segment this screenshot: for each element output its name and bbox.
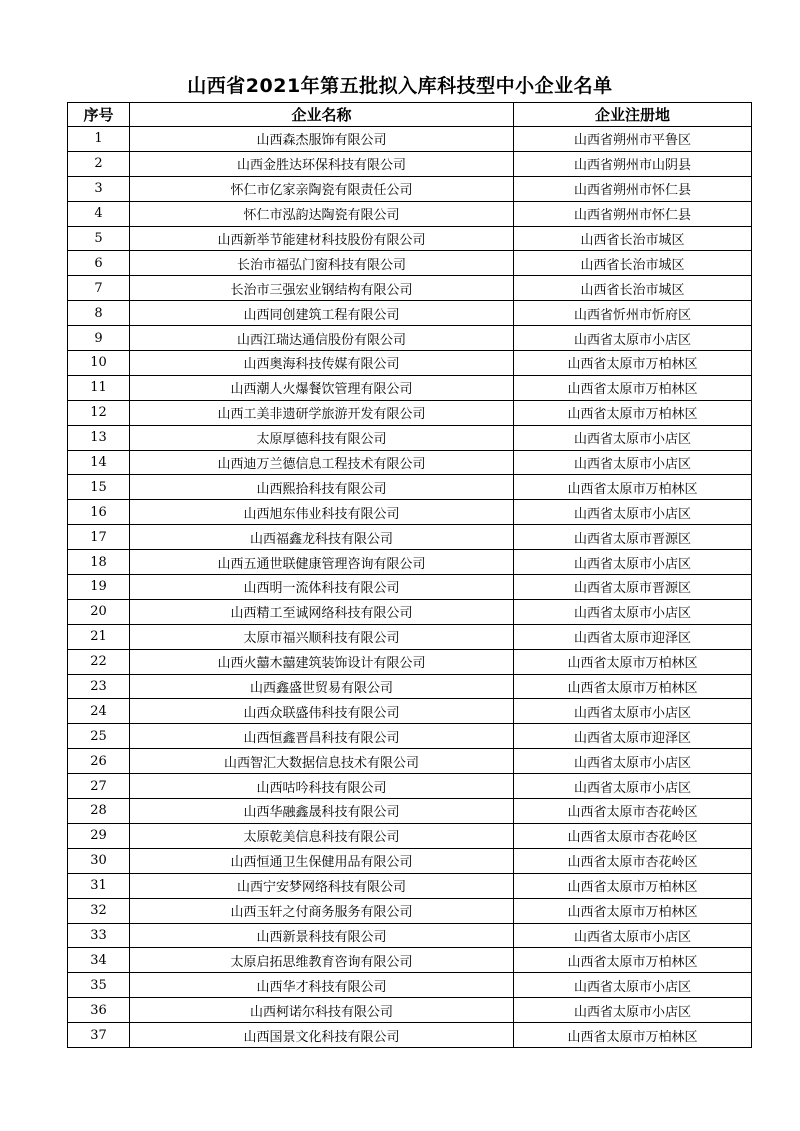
- table-row: [68, 774, 752, 799]
- row-location-cell: 山西省太原市小店区: [514, 425, 752, 450]
- row-seq-cell: 18: [68, 550, 130, 575]
- row-location-cell: 山西省太原市万柏林区: [514, 649, 752, 674]
- table-row: [68, 799, 752, 824]
- row-location-cell: 山西省太原市万柏林区: [514, 351, 752, 376]
- row-seq-cell: 19: [68, 575, 130, 600]
- row-seq-cell: 5: [68, 226, 130, 251]
- row-location-cell: 山西省朔州市山阴县: [514, 151, 752, 176]
- row-location-cell: 山西省朔州市平鲁区: [514, 127, 752, 152]
- table-row: [68, 823, 752, 848]
- row-seq-cell: 33: [68, 923, 130, 948]
- row-name-cell: 山西众联盛伟科技有限公司: [130, 699, 514, 724]
- table-row: [68, 127, 752, 152]
- row-location-cell: 山西省太原市万柏林区: [514, 375, 752, 400]
- row-name-cell: 山西熙拾科技有限公司: [130, 475, 514, 500]
- row-seq-cell: 11: [68, 375, 130, 400]
- table-row: [68, 1023, 752, 1048]
- table-row: [68, 201, 752, 226]
- row-seq-cell: 17: [68, 525, 130, 550]
- row-seq-cell: 4: [68, 201, 130, 226]
- row-name-cell: 山西咕吟科技有限公司: [130, 774, 514, 799]
- table-row: [68, 649, 752, 674]
- row-name-cell: 山西奥海科技传媒有限公司: [130, 351, 514, 376]
- row-seq-cell: 31: [68, 873, 130, 898]
- table-row: [68, 276, 752, 301]
- row-seq-cell: 25: [68, 724, 130, 749]
- row-name-cell: 山西恒鑫晋昌科技有限公司: [130, 724, 514, 749]
- row-location-cell: 山西省太原市晋源区: [514, 525, 752, 550]
- row-location-cell: 山西省太原市小店区: [514, 998, 752, 1023]
- table-row: [68, 848, 752, 873]
- row-name-cell: 山西金胜达环保科技有限公司: [130, 151, 514, 176]
- table-row: [68, 500, 752, 525]
- row-seq-cell: 35: [68, 973, 130, 998]
- row-location-cell: 山西省太原市小店区: [514, 923, 752, 948]
- row-name-cell: 山西旭东伟业科技有限公司: [130, 500, 514, 525]
- row-seq-cell: 20: [68, 599, 130, 624]
- table-row: [68, 550, 752, 575]
- row-location-cell: 山西省太原市万柏林区: [514, 475, 752, 500]
- row-location-cell: 山西省太原市小店区: [514, 550, 752, 575]
- enterprise-table: [67, 102, 752, 1048]
- row-location-cell: 山西省长治市城区: [514, 276, 752, 301]
- row-name-cell: 长治市福弘门窗科技有限公司: [130, 251, 514, 276]
- row-name-cell: 山西玉轩之付商务服务有限公司: [130, 898, 514, 923]
- row-location-cell: 山西省太原市万柏林区: [514, 948, 752, 973]
- row-seq-cell: 6: [68, 251, 130, 276]
- row-location-cell: 山西省太原市杏花岭区: [514, 799, 752, 824]
- row-name-cell: 山西恒通卫生保健用品有限公司: [130, 848, 514, 873]
- table-row: [68, 575, 752, 600]
- table-row: [68, 351, 752, 376]
- row-location-cell: 山西省太原市小店区: [514, 774, 752, 799]
- table-row: [68, 873, 752, 898]
- table-row: [68, 251, 752, 276]
- row-seq-cell: 7: [68, 276, 130, 301]
- row-seq-cell: 29: [68, 823, 130, 848]
- row-name-cell: 山西江瑞达通信股份有限公司: [130, 326, 514, 351]
- table-row: [68, 525, 752, 550]
- row-seq-cell: 10: [68, 351, 130, 376]
- row-seq-cell: 23: [68, 674, 130, 699]
- row-name-cell: 山西森杰服饰有限公司: [130, 127, 514, 152]
- header-location: 企业注册地: [514, 103, 752, 127]
- row-name-cell: 山西新景科技有限公司: [130, 923, 514, 948]
- row-name-cell: 山西华融鑫晟科技有限公司: [130, 799, 514, 824]
- row-location-cell: 山西省长治市城区: [514, 226, 752, 251]
- row-seq-cell: 37: [68, 1023, 130, 1048]
- row-seq-cell: 24: [68, 699, 130, 724]
- table-row: [68, 226, 752, 251]
- table-row: [68, 699, 752, 724]
- table-row: [68, 400, 752, 425]
- table-row: [68, 176, 752, 201]
- row-name-cell: 山西智汇大数据信息技术有限公司: [130, 749, 514, 774]
- row-name-cell: 山西福鑫龙科技有限公司: [130, 525, 514, 550]
- row-location-cell: 山西省太原市小店区: [514, 699, 752, 724]
- row-seq-cell: 3: [68, 176, 130, 201]
- row-name-cell: 怀仁市泓韵达陶瓷有限公司: [130, 201, 514, 226]
- table-row: [68, 948, 752, 973]
- row-seq-cell: 34: [68, 948, 130, 973]
- row-location-cell: 山西省太原市万柏林区: [514, 674, 752, 699]
- table-row: [68, 674, 752, 699]
- row-location-cell: 山西省长治市城区: [514, 251, 752, 276]
- table-body: [68, 127, 752, 1048]
- row-location-cell: 山西省太原市小店区: [514, 599, 752, 624]
- row-location-cell: 山西省太原市万柏林区: [514, 1023, 752, 1048]
- row-seq-cell: 30: [68, 848, 130, 873]
- row-seq-cell: 32: [68, 898, 130, 923]
- row-seq-cell: 36: [68, 998, 130, 1023]
- document-title: 山西省2021年第五批拟入库科技型中小企业名单: [187, 75, 613, 97]
- row-location-cell: 山西省太原市万柏林区: [514, 898, 752, 923]
- row-seq-cell: 12: [68, 400, 130, 425]
- row-location-cell: 山西省太原市万柏林区: [514, 873, 752, 898]
- table-row: [68, 923, 752, 948]
- table-row: [68, 151, 752, 176]
- row-location-cell: 山西省太原市晋源区: [514, 575, 752, 600]
- table-row: [68, 475, 752, 500]
- row-seq-cell: 13: [68, 425, 130, 450]
- row-name-cell: 长治市三强宏业钢结构有限公司: [130, 276, 514, 301]
- table-row: [68, 599, 752, 624]
- row-seq-cell: 16: [68, 500, 130, 525]
- row-location-cell: 山西省太原市小店区: [514, 500, 752, 525]
- row-name-cell: 太原厚德科技有限公司: [130, 425, 514, 450]
- table-row: [68, 973, 752, 998]
- table-row: [68, 724, 752, 749]
- row-seq-cell: 2: [68, 151, 130, 176]
- row-seq-cell: 27: [68, 774, 130, 799]
- row-name-cell: 山西潮人火爆餐饮管理有限公司: [130, 375, 514, 400]
- row-name-cell: 山西火囍木囍建筑装饰设计有限公司: [130, 649, 514, 674]
- row-location-cell: 山西省朔州市怀仁县: [514, 176, 752, 201]
- row-name-cell: 山西工美非遗研学旅游开发有限公司: [130, 400, 514, 425]
- row-name-cell: 山西宁安梦网络科技有限公司: [130, 873, 514, 898]
- row-location-cell: 山西省太原市小店区: [514, 326, 752, 351]
- row-location-cell: 山西省太原市小店区: [514, 749, 752, 774]
- row-name-cell: 山西华才科技有限公司: [130, 973, 514, 998]
- table-row: [68, 898, 752, 923]
- row-name-cell: 山西精工至诚网络科技有限公司: [130, 599, 514, 624]
- row-seq-cell: 14: [68, 450, 130, 475]
- row-name-cell: 山西明一流体科技有限公司: [130, 575, 514, 600]
- header-name: 企业名称: [130, 103, 514, 127]
- row-name-cell: 山西国景文化科技有限公司: [130, 1023, 514, 1048]
- row-name-cell: 山西新举节能建材科技股份有限公司: [130, 226, 514, 251]
- table-row: [68, 749, 752, 774]
- row-seq-cell: 21: [68, 624, 130, 649]
- row-location-cell: 山西省太原市万柏林区: [514, 400, 752, 425]
- row-name-cell: 山西五通世联健康管理咨询有限公司: [130, 550, 514, 575]
- row-name-cell: 山西鑫盛世贸易有限公司: [130, 674, 514, 699]
- row-name-cell: 怀仁市亿家亲陶瓷有限责任公司: [130, 176, 514, 201]
- row-name-cell: 太原乾美信息科技有限公司: [130, 823, 514, 848]
- row-location-cell: 山西省太原市迎泽区: [514, 724, 752, 749]
- row-seq-cell: 1: [68, 127, 130, 152]
- table-row: [68, 375, 752, 400]
- row-name-cell: 山西同创建筑工程有限公司: [130, 301, 514, 326]
- row-name-cell: 太原市福兴顺科技有限公司: [130, 624, 514, 649]
- row-seq-cell: 26: [68, 749, 130, 774]
- table-row: [68, 301, 752, 326]
- row-location-cell: 山西省太原市小店区: [514, 973, 752, 998]
- table-row: [68, 326, 752, 351]
- row-name-cell: 山西迪万兰德信息工程技术有限公司: [130, 450, 514, 475]
- row-seq-cell: 15: [68, 475, 130, 500]
- table-row: [68, 425, 752, 450]
- header-seq: 序号: [68, 103, 130, 127]
- row-location-cell: 山西省太原市杏花岭区: [514, 848, 752, 873]
- row-location-cell: 山西省朔州市怀仁县: [514, 201, 752, 226]
- row-location-cell: 山西省太原市杏花岭区: [514, 823, 752, 848]
- row-location-cell: 山西省太原市迎泽区: [514, 624, 752, 649]
- row-seq-cell: 28: [68, 799, 130, 824]
- table-row: [68, 450, 752, 475]
- row-name-cell: 山西柯诺尔科技有限公司: [130, 998, 514, 1023]
- table-header-row: [68, 103, 752, 127]
- table-row: [68, 998, 752, 1023]
- row-seq-cell: 22: [68, 649, 130, 674]
- row-location-cell: 山西省太原市小店区: [514, 450, 752, 475]
- row-seq-cell: 8: [68, 301, 130, 326]
- row-seq-cell: 9: [68, 326, 130, 351]
- row-location-cell: 山西省忻州市忻府区: [514, 301, 752, 326]
- row-name-cell: 太原启拓思维教育咨询有限公司: [130, 948, 514, 973]
- table-row: [68, 624, 752, 649]
